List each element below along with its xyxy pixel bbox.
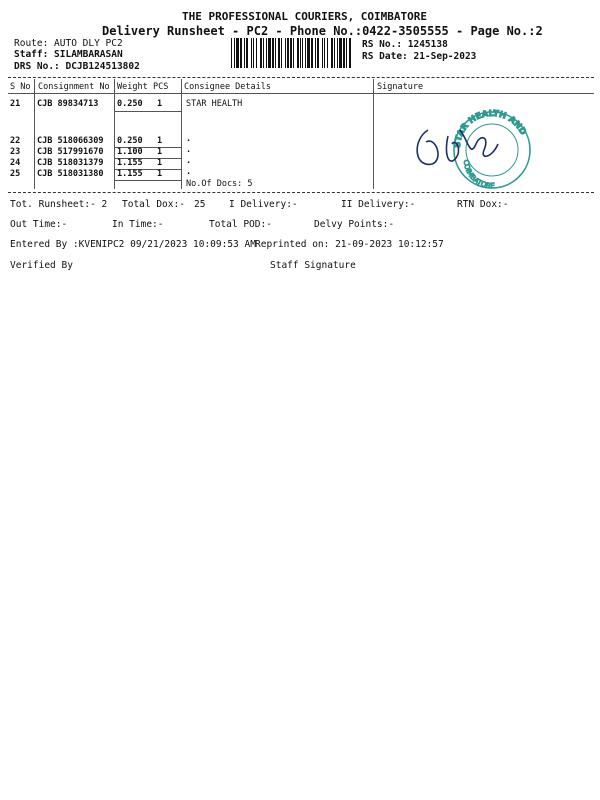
barcode-bar [343, 38, 345, 68]
barcode-bar [253, 38, 254, 68]
row-consignment: CJB 517991670 [37, 147, 104, 157]
row-consignment: CJB 518031379 [37, 158, 104, 168]
total-dox-value: 25 [194, 199, 206, 210]
barcode-bar [246, 38, 248, 68]
barcode-bar [281, 38, 282, 68]
barcode-bar [293, 38, 294, 68]
company-seal-stamp [398, 100, 548, 190]
drs-number: DRS No.: DCJB124513802 [14, 61, 140, 72]
row-details: . [186, 145, 192, 155]
barcode-bar [236, 38, 239, 68]
weight-rule [114, 180, 181, 181]
row-weight: 1.155 [117, 158, 143, 168]
header-rule [8, 93, 594, 94]
tot-runsheet: Tot. Runsheet:- 2 [10, 199, 108, 210]
reprinted-on: Reprinted on: 21-09-2023 10:12:57 [255, 239, 444, 250]
table-bottom-rule [8, 192, 594, 193]
i-delivery: I Delivery:- [229, 199, 298, 210]
barcode-bar [331, 38, 333, 68]
barcode-bar [251, 38, 252, 68]
row-details: . [186, 134, 192, 144]
barcode-bar [268, 38, 271, 68]
delvy-points: Delvy Points:- [314, 219, 395, 230]
barcode-bar [263, 38, 264, 68]
route-label: Route: AUTO DLY PC2 [14, 38, 123, 49]
barcode-bar [287, 38, 289, 68]
barcode-bar [346, 38, 347, 68]
barcode-bar [311, 38, 313, 68]
barcode-bar [315, 38, 316, 68]
rtn-dox: RTN Dox:- [457, 199, 509, 210]
barcode [230, 38, 354, 68]
row-pcs: 1 [157, 158, 163, 168]
col-header-consignment: Consignment No [38, 82, 110, 92]
barcode-bar [278, 38, 280, 68]
row-sno: 25 [10, 169, 21, 179]
col-header-pcs: PCS [153, 82, 169, 92]
row-weight: 0.250 [117, 136, 143, 146]
barcode-bar [317, 38, 319, 68]
row-details: . [186, 156, 192, 166]
total-dox-label: Total Dox:- [122, 199, 185, 210]
barcode-bar [272, 38, 274, 68]
col-header-weight: Weight [117, 82, 148, 92]
out-time: Out Time:- [10, 219, 68, 230]
col-header-sno: S No [10, 82, 31, 92]
barcode-bar [256, 38, 257, 68]
col-divider [373, 79, 374, 189]
barcode-bar [337, 38, 338, 68]
col-header-signature: Signature [377, 82, 424, 92]
barcode-bar [240, 38, 242, 68]
row-pcs: 1 [157, 147, 163, 157]
barcode-bar [231, 38, 232, 68]
barcode-bar [260, 38, 262, 68]
barcode-bar [324, 38, 325, 68]
barcode-bar [285, 38, 286, 68]
barcode-bar [307, 38, 310, 68]
col-divider [114, 79, 115, 189]
col-divider [34, 79, 35, 189]
barcode-bar [300, 38, 301, 68]
row-weight: 0.250 [117, 99, 143, 109]
row-sno: 22 [10, 136, 21, 146]
barcode-bar [244, 38, 245, 68]
rs-date: RS Date: 21-Sep-2023 [362, 51, 477, 62]
col-divider [181, 79, 182, 189]
row-details: STAR HEALTH [186, 99, 243, 109]
verified-by: Verified By [10, 260, 73, 271]
no-of-docs: No.Of Docs: 5 [186, 179, 253, 189]
row-consignment: CJB 89834713 [37, 99, 99, 109]
company-title: THE PROFESSIONAL COURIERS, COIMBATORE [182, 10, 428, 23]
barcode-bar [322, 38, 323, 68]
staff-label: Staff: SILAMBARASAN [14, 49, 123, 60]
row-weight: 1.100 [117, 147, 143, 157]
staff-signature: Staff Signature [270, 260, 356, 271]
entered-by: Entered By :KVENIPC2 09/21/2023 10:09:53 AM [10, 239, 256, 250]
row-sno: 21 [10, 99, 21, 109]
barcode-bar [290, 38, 292, 68]
barcode-bar [339, 38, 342, 68]
row-sno: 24 [10, 158, 21, 168]
ii-delivery: II Delivery:- [341, 199, 416, 210]
weight-rule [114, 111, 181, 112]
in-time: In Time:- [112, 219, 164, 230]
row-pcs: 1 [157, 136, 163, 146]
svg-text:STAR HEALTH AND: STAR HEALTH AND [452, 108, 528, 149]
barcode-bar [334, 38, 335, 68]
rs-number: RS No.: 1245138 [362, 39, 448, 50]
barcode-bar [302, 38, 303, 68]
barcode-bar [266, 38, 267, 68]
barcode-bar [305, 38, 306, 68]
runsheet-subtitle: Delivery Runsheet - PC2 - Phone No.:0422-3505555 - Page No.:2 [102, 24, 543, 38]
barcode-bar [349, 38, 351, 68]
total-pod: Total POD:- [209, 219, 272, 230]
row-pcs: 1 [157, 99, 163, 109]
row-consignment: CJB 518066309 [37, 136, 104, 146]
barcode-bar [275, 38, 276, 68]
row-consignment: CJB 518031380 [37, 169, 104, 179]
row-sno: 23 [10, 147, 21, 157]
col-header-details: Consignee Details [184, 82, 271, 92]
table-top-rule [8, 77, 594, 78]
barcode-bar [234, 38, 235, 68]
row-weight: 1.155 [117, 169, 143, 179]
barcode-bar [327, 38, 328, 68]
row-pcs: 1 [157, 169, 163, 179]
barcode-bar [297, 38, 299, 68]
row-details: . [186, 167, 192, 177]
svg-text:COIMBATORE: COIMBATORE [461, 159, 495, 190]
